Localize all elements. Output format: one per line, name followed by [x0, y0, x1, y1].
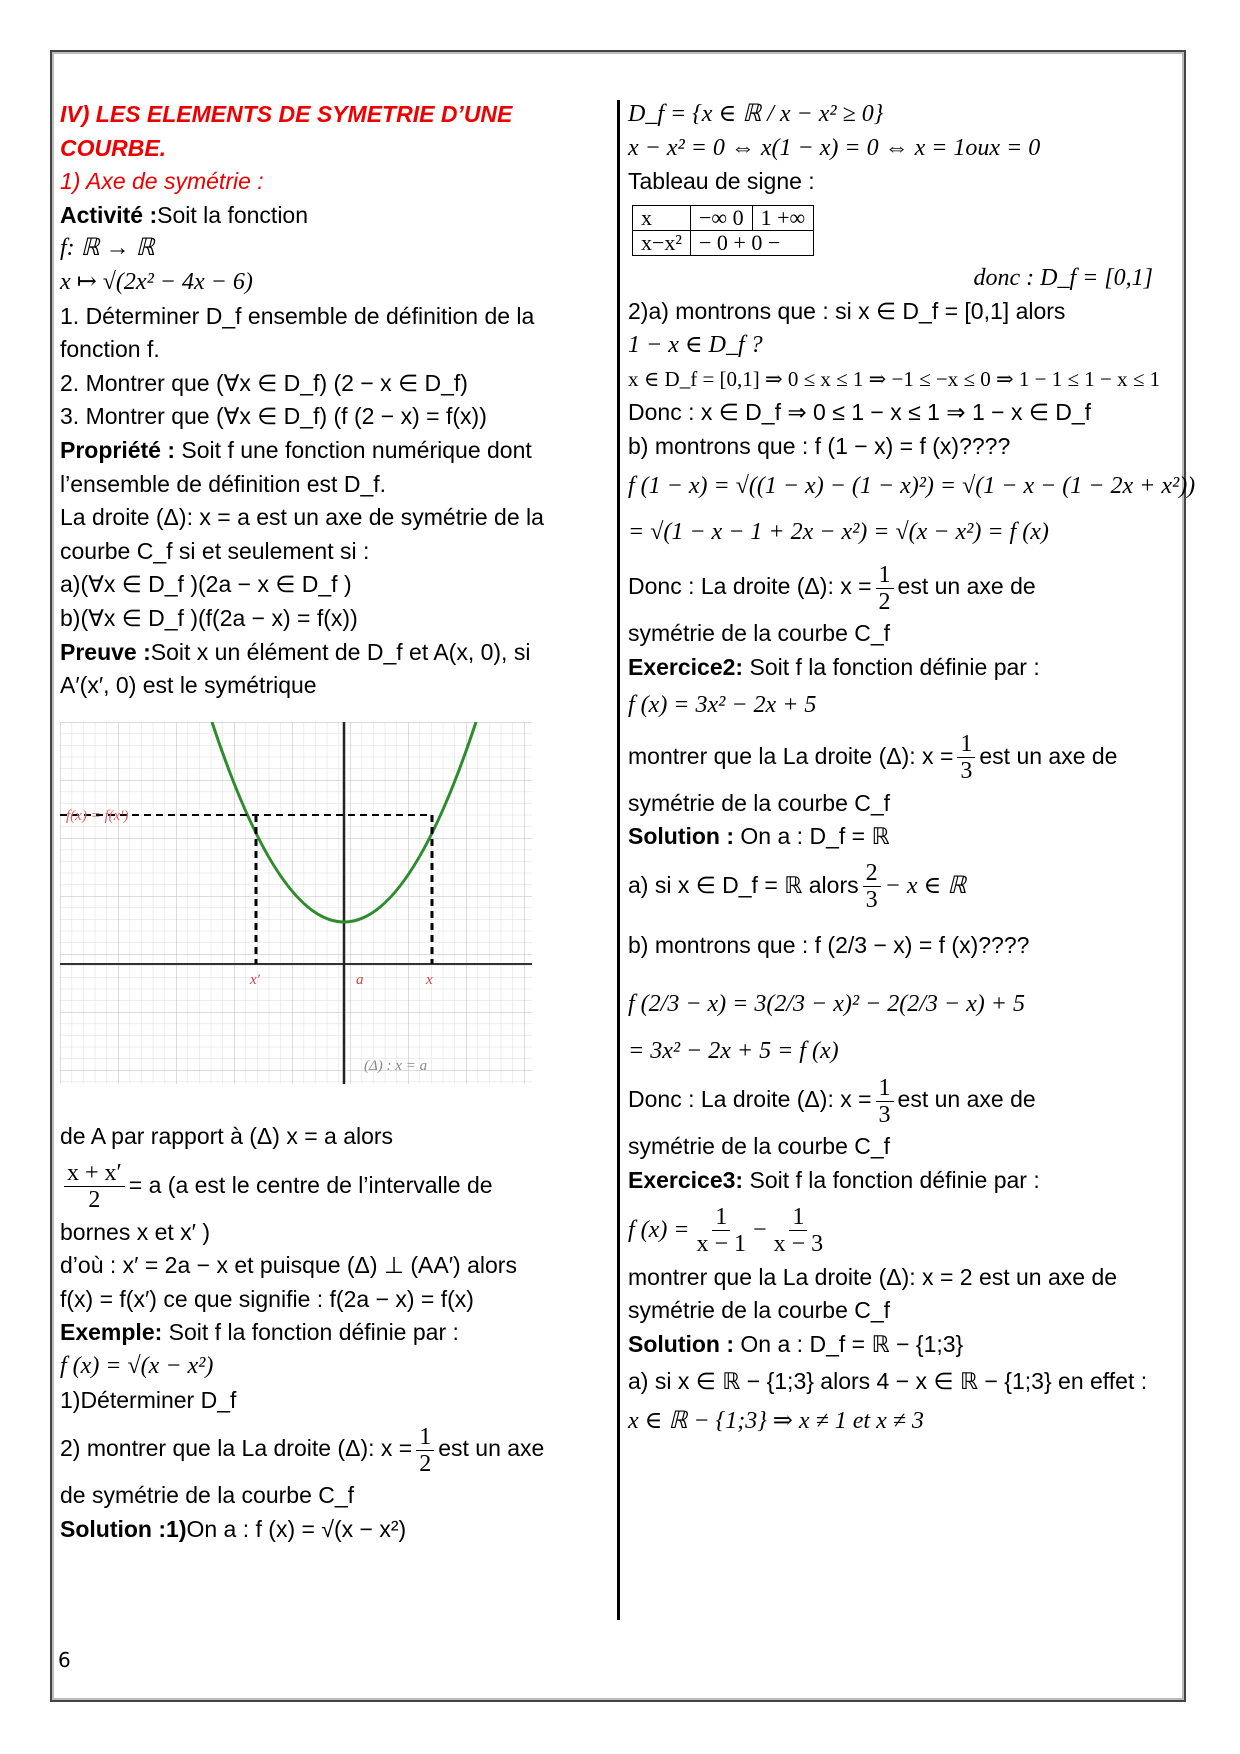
question-1-cont: fonction f. [60, 336, 160, 363]
sign-table-label: Tableau de signe : [628, 168, 815, 195]
exercice-2-function: f (x) = 3x² − 2x + 5 [628, 691, 817, 718]
exemple-function: f (x) = √(x − x²) [60, 1352, 214, 1379]
after-graph-3: bornes x et x′ ) [60, 1218, 211, 1245]
table-cell: x−x² [633, 230, 691, 255]
solution-3-a: a) si x ∈ ℝ − {1;3} alors 4 − x ∈ ℝ − {1;3} en effet : [628, 1368, 1148, 1395]
left-column [60, 98, 620, 703]
after-graph-1: de A par rapport à (Δ) x = a alors [60, 1123, 394, 1149]
propriete-4: courbe C_f si et seulement si : [60, 537, 370, 564]
label-xprime: x′ [250, 972, 260, 988]
exercice-2-question: montrer que la La droite (Δ): x = $\frac{1}{3}$ est un axe de [628, 730, 1118, 784]
step-2b-calc: f (1 − x) = √((1 − x) − (1 − x)²) = √(1 − x − (1 − 2x + x²)) [628, 473, 1196, 500]
solution-2-calc-2: = 3x² − 2x + 5 = f (x) [628, 1037, 839, 1064]
solution-3-b: x ∈ ℝ − {1;3} ⇒ x ≠ 1 et x ≠ 3 [628, 1408, 924, 1435]
step-2b-calc-2: = √(1 − x − 1 + 2x − x²) = √(x − x²) = f (x) [628, 519, 1049, 546]
table-cell: 1 +∞ [752, 205, 814, 230]
propriete: Propriété : Soit f une fonction numérique dont [60, 436, 532, 463]
conclusion-1-cont: symétrie de la courbe C_f [628, 620, 891, 647]
solution-1: Solution :1)On a : f (x) = √(x − x²) [60, 1515, 407, 1542]
step-2a: 2)a) montrons que : si x ∈ D_f = [0,1] alors [628, 298, 1066, 325]
page-number: 6 [58, 1648, 71, 1672]
question-1: 1. Déterminer D_f ensemble de définition de la [60, 302, 535, 329]
question-3: 3. Montrer que (∀x ∈ D_f) (f (2 − x) = f(x)) [60, 403, 487, 430]
table-cell: −∞ 0 [691, 205, 753, 230]
domain-result: donc : D_f = [0,1] [973, 264, 1153, 291]
step-2b: b) montrons que : f (1 − x) = f (x)???? [628, 432, 1011, 459]
after-graph-4: d’où : x′ = 2a − x et puisque (Δ) ⊥ (AA′) alors [60, 1252, 517, 1279]
parabola-graph [60, 722, 532, 1084]
activite: Activité :Soit la fonction [60, 201, 309, 228]
exercice-3-function: f (x) = $\frac{1}{x - 1}$ − $\frac{1}{x - 3}$ [628, 1198, 1183, 1261]
preuve: Preuve :Soit x un élément de D_f et A(x, 0), si [60, 638, 531, 665]
right-column [628, 98, 1196, 1441]
grid [60, 722, 532, 1084]
propriete-3: La droite (Δ): x = a est un axe de symétrie de la [60, 504, 544, 531]
solution-3: Solution : On a : D_f = ℝ − {1;3} [628, 1330, 964, 1357]
fraction: $\frac{1}{2}$ [876, 562, 894, 615]
fraction: $\frac{1}{3}$ [876, 1075, 894, 1128]
exemple-q2: 2) montrer que la La droite (Δ): x = $\frac{1}{2}$ est un axe [60, 1423, 545, 1477]
solution-2-calc: f (2/3 − x) = 3(2/3 − x)² − 2(2/3 − x) + 5 [628, 990, 1025, 1017]
label-fx: f(x) = f(x′) [66, 808, 129, 824]
left-column-lower [60, 1120, 620, 1546]
section-title-cont: COURBE. [60, 134, 167, 161]
midpoint-fraction: $\frac{x + x'}{2}$ = a (a est le centre de l’intervalle de [60, 1154, 620, 1216]
question-2: 2. Montrer que (∀x ∈ D_f) (2 − x ∈ D_f) [60, 369, 468, 396]
subsection-title: 1) Axe de symétrie : [60, 168, 264, 195]
after-graph-5: f(x) = f(x′) ce que signifie : f(2a − x) = f(x) [60, 1285, 474, 1312]
exercice-3: Exercice3: Soit f la fonction définie par : [628, 1166, 1040, 1193]
exercice-2-question-cont: symétrie de la courbe C_f [628, 789, 891, 816]
label-a: a [356, 972, 364, 988]
table-cell: − 0 + 0 − [691, 230, 814, 255]
table-cell: x [633, 205, 691, 230]
label-x: x [426, 972, 433, 988]
exercice-3-question-cont: symétrie de la courbe C_f [628, 1297, 891, 1324]
exercice-2: Exercice2: Soit f la fonction définie par : [628, 653, 1040, 680]
exercice-3-question: montrer que la La droite (Δ): x = 2 est un axe de [628, 1263, 1118, 1290]
conclusion-1: Donc : La droite (Δ): x = $\frac{1}{2}$ est un axe de [628, 561, 1036, 615]
step-2a-donc: Donc : x ∈ D_f ⇒ 0 ≤ 1 − x ≤ 1 ⇒ 1 − x ∈ D_f [628, 399, 1092, 426]
propriete-2: l’ensemble de définition est D_f. [60, 470, 387, 497]
conclusion-2-cont: symétrie de la courbe C_f [628, 1133, 891, 1160]
exemple-q1: 1)Déterminer D_f [60, 1386, 237, 1413]
solution-2: Solution : On a : D_f = ℝ [628, 823, 890, 850]
fraction: $\frac{2}{3}$ [863, 860, 881, 913]
fraction: $\frac{1}{3}$ [957, 731, 975, 784]
step-2a-q: 1 − x ∈ D_f ? [628, 331, 763, 358]
table-row [633, 230, 814, 255]
fraction: $\frac{x + x'}{2}$ [64, 1160, 125, 1213]
solution-2-a: a) si x ∈ D_f = ℝ alors $\frac{2}{3}$ − x ∈ ℝ [628, 860, 967, 914]
sign-table [632, 205, 814, 256]
table-row [633, 205, 814, 230]
f-mapping: x ↦ √(2x² − 4x − 6) [60, 268, 253, 295]
f-definition: f: ℝ → ℝ [60, 235, 155, 262]
domain-def: D_f = {x ∈ ℝ / x − x² ≥ 0} [628, 101, 884, 127]
propriete-b: b)(∀x ∈ D_f )(f(2a − x) = f(x)) [60, 604, 358, 631]
fraction: $\frac{1}{x - 3}$ [773, 1203, 824, 1257]
exemple: Exemple: Soit f la fonction définie par : [60, 1319, 459, 1346]
step-2a-proof: x ∈ D_f = [0,1] ⇒ 0 ≤ x ≤ 1 ⇒ −1 ≤ −x ≤ 0 ⇒ 1 − 1 ≤ 1 − x ≤ 1 [628, 366, 1161, 391]
conclusion-2: Donc : La droite (Δ): x = $\frac{1}{3}$ est un axe de [628, 1074, 1036, 1128]
preuve-2: A′(x′, 0) est le symétrique [60, 672, 317, 699]
fraction: $\frac{1}{2}$ [416, 1424, 434, 1477]
solution-2-b: b) montrons que : f (2/3 − x) = f (x)???? [628, 931, 1030, 958]
equation-roots: x − x² = 0 ⇔ x(1 − x) = 0 ⇔ x = 1oux = 0 [628, 134, 1041, 161]
section-title: IV) LES ELEMENTS DE SYMETRIE D’UNE [60, 101, 513, 127]
propriete-a: a)(∀x ∈ D_f )(2a − x ∈ D_f ) [60, 571, 352, 598]
fraction: $\frac{1}{x - 1}$ [696, 1203, 747, 1257]
label-delta: (Δ) : x = a [364, 1058, 428, 1074]
exemple-q2-cont: de symétrie de la courbe C_f [60, 1482, 355, 1509]
